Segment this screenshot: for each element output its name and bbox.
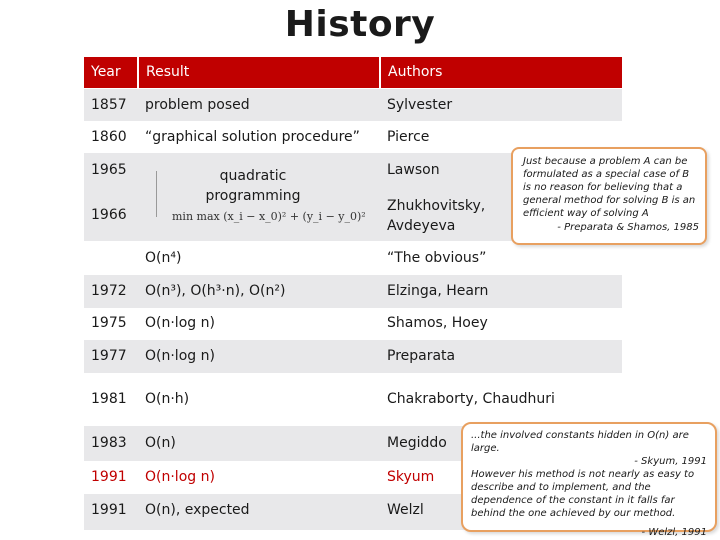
result-cell: O(n⁴): [145, 250, 182, 266]
year-cell: 1857: [91, 97, 127, 113]
header-result: Result: [139, 57, 379, 88]
authors-cell: Megiddo: [387, 435, 447, 451]
authors-cell: Preparata: [387, 348, 456, 364]
authors-cell: Lawson: [387, 162, 440, 178]
quote-callout-welzl: [461, 422, 717, 538]
result-cell: O(n·log n): [145, 315, 215, 331]
result-cell: problem posed: [145, 97, 250, 113]
result-cell: O(n): [145, 435, 176, 451]
result-cell: O(n·log n): [145, 469, 215, 485]
result-cell: quadratic programming: [205, 168, 301, 204]
year-cell: 1991: [91, 502, 127, 518]
year-cell: 1972: [91, 283, 127, 299]
year-cell: 1983: [91, 435, 127, 451]
year-cell: 1977: [91, 348, 127, 364]
result-cell: O(n³), O(h³·n), O(n²): [145, 283, 286, 299]
quote-callout-preparata: [511, 147, 707, 245]
quote-attribution: - Welzl, 1991: [641, 527, 707, 538]
year-cell: 1981: [91, 391, 127, 407]
page-title: History: [284, 4, 436, 45]
quote-text: ...the involved constants hidden in O(n) are large.: [471, 430, 689, 454]
authors-cell: Skyum: [387, 469, 435, 485]
authors-cell: Welzl: [387, 502, 424, 518]
year-cell: 1966: [91, 207, 127, 223]
result-cell: O(n), expected: [145, 502, 250, 518]
header-year: Year: [84, 57, 137, 88]
brace-divider: [156, 171, 159, 217]
authors-cell: Pierce: [387, 129, 430, 145]
result-cell: “graphical solution procedure”: [145, 129, 360, 145]
authors-cell: Elzinga, Hearn: [387, 283, 489, 299]
header-authors: Authors: [381, 57, 622, 88]
quote-attribution: - Preparata & Shamos, 1985: [557, 222, 699, 233]
quote-text: Just because a problem A can be formulated as a special case of B is no reason for believing that a general method for solving B is an efficient way of solving A: [523, 156, 696, 219]
quote-attribution: - Skyum, 1991: [634, 456, 707, 467]
authors-cell: Shamos, Hoey: [387, 315, 488, 331]
authors-cell: Zhukhovitsky, Avdeyeva: [387, 198, 486, 234]
year-cell: 1991: [91, 469, 127, 485]
authors-cell: “The obvious”: [387, 250, 487, 266]
formula: min max (x_i − x_0)² + (y_i − y_0)²: [172, 210, 366, 223]
authors-cell: Sylvester: [387, 97, 453, 113]
authors-cell: Chakraborty, Chaudhuri: [387, 391, 555, 407]
quote-text: However his method is not nearly as easy to describe and to implement, and the dependence of the constant in it falls far behind the one achieved by our method.: [471, 469, 695, 519]
year-cell: 1965: [91, 162, 127, 178]
year-cell: 1975: [91, 315, 127, 331]
year-cell: 1860: [91, 129, 127, 145]
result-cell: O(n·h): [145, 391, 190, 407]
result-cell: O(n·log n): [145, 348, 215, 364]
